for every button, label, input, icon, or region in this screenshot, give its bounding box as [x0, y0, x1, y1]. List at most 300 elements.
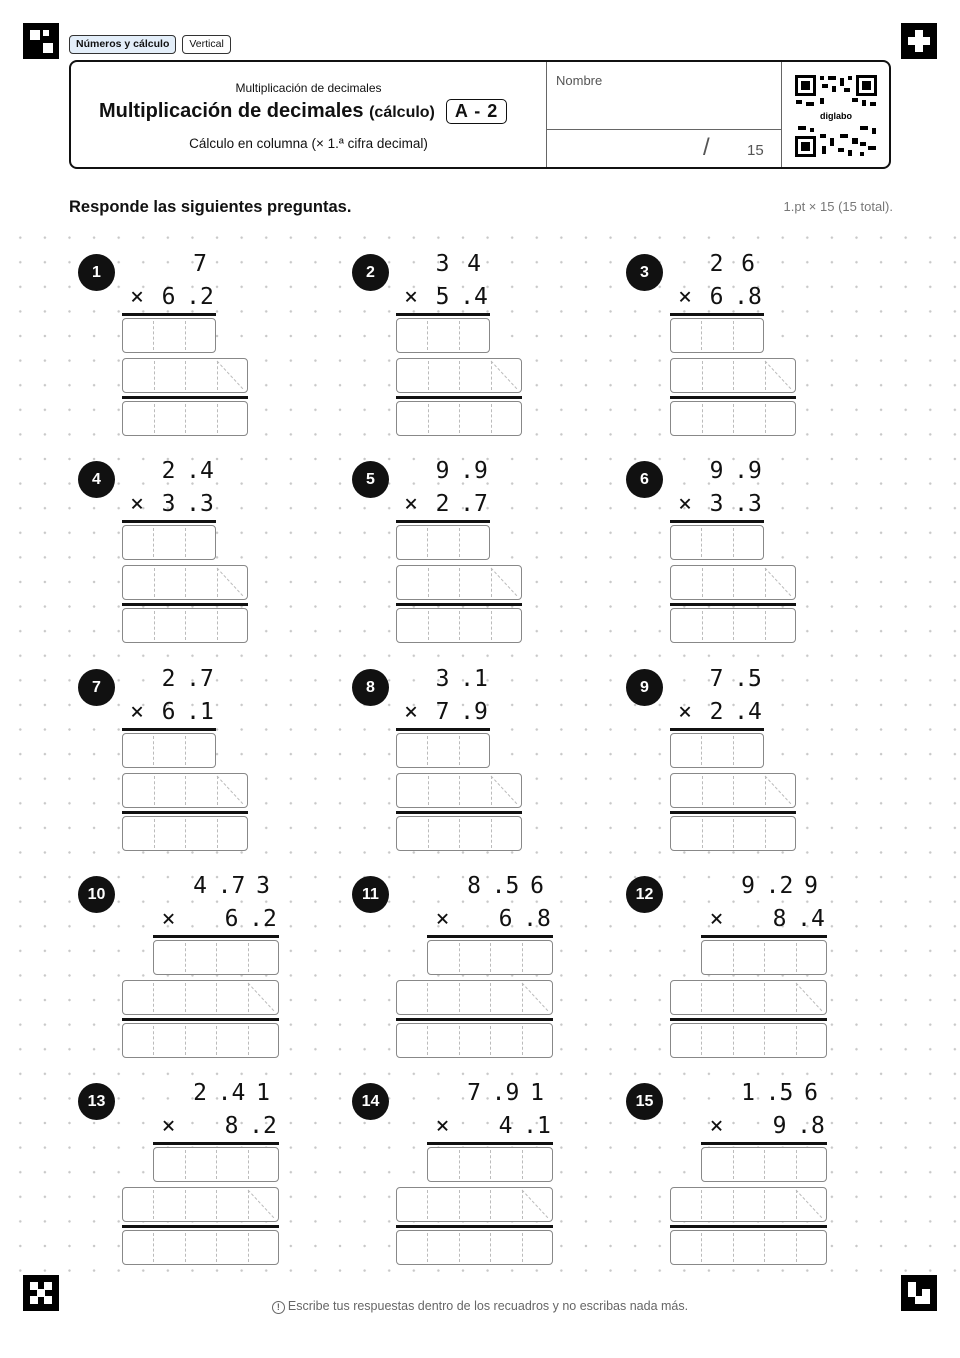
- cell-separator: [153, 736, 154, 765]
- cell-separator: [427, 736, 428, 765]
- cell-separator: [796, 1233, 797, 1262]
- multiplicand-digit: 3: [256, 873, 270, 899]
- partial-product-box-2[interactable]: [122, 1187, 279, 1222]
- multiplier-digit: .8: [523, 906, 551, 932]
- shift-slash-mark: [518, 1188, 552, 1221]
- bottom-margin: [0, 1272, 960, 1358]
- answer-box[interactable]: [122, 1230, 279, 1265]
- multiplicand-digit: 8: [467, 873, 481, 899]
- multiplier-digit: .9: [460, 699, 488, 725]
- cell-separator: [733, 611, 734, 640]
- cell-separator: [428, 568, 429, 597]
- multiplicand-digit: .9: [734, 458, 762, 484]
- operation-line: [122, 520, 216, 523]
- cell-separator: [248, 1233, 249, 1262]
- sum-line: [670, 1018, 827, 1021]
- operation-line: [396, 520, 490, 523]
- partial-product-box-1[interactable]: [122, 318, 216, 353]
- multiplicand-digit: 9: [741, 873, 755, 899]
- multiplicand-digit: .5: [491, 873, 520, 899]
- partial-product-box-1[interactable]: [427, 940, 553, 975]
- problem-number-badge: 10: [78, 876, 115, 913]
- multiplier-digit: 6: [161, 699, 176, 725]
- cell-separator: [459, 321, 460, 350]
- multiplicand-digit: .5: [734, 666, 762, 692]
- shift-slash-mark: [761, 359, 795, 392]
- partial-product-box-2[interactable]: [396, 565, 522, 600]
- cell-separator: [765, 611, 766, 640]
- cell-separator: [701, 321, 702, 350]
- problem-number-badge: 6: [626, 461, 663, 498]
- multiplier-digit: 9: [772, 1113, 787, 1139]
- cell-separator: [796, 1026, 797, 1055]
- partial-product-box-1[interactable]: [670, 525, 764, 560]
- partial-product-box-1[interactable]: [122, 525, 216, 560]
- multiplicand-digit: 6: [804, 1080, 818, 1106]
- cell-separator: [765, 819, 766, 848]
- cell-separator: [459, 611, 460, 640]
- multiplier-digit: 5: [435, 284, 450, 310]
- cell-separator: [427, 1026, 428, 1055]
- cell-separator: [153, 983, 154, 1012]
- cell-separator: [733, 1150, 734, 1179]
- problem-6: [622, 459, 882, 659]
- multiplier-digit: .2: [249, 906, 277, 932]
- cell-separator: [154, 568, 155, 597]
- answer-box[interactable]: [670, 816, 796, 851]
- cell-separator: [459, 776, 460, 805]
- sum-line: [122, 811, 248, 814]
- cell-separator: [491, 611, 492, 640]
- multiplier-digit: .4: [734, 699, 762, 725]
- cell-separator: [702, 776, 703, 805]
- multiplicand-digit: 7: [193, 251, 207, 277]
- shift-slash-mark: [487, 774, 521, 807]
- multiplicand-digit: .7: [186, 666, 214, 692]
- cell-separator: [459, 1190, 460, 1219]
- partial-product-box-2[interactable]: [396, 980, 553, 1015]
- problem-number-badge: 7: [78, 669, 115, 706]
- cell-separator: [427, 528, 428, 557]
- problem-number-badge: 2: [352, 254, 389, 291]
- times-symbol: ×: [678, 699, 692, 725]
- cell-separator: [733, 983, 734, 1012]
- times-symbol: ×: [435, 1113, 450, 1139]
- cell-separator: [701, 736, 702, 765]
- cell-separator: [153, 321, 154, 350]
- partial-product-box-2[interactable]: [670, 980, 827, 1015]
- multiplicand-digit: 6: [530, 873, 544, 899]
- cell-separator: [185, 736, 186, 765]
- cell-separator: [217, 611, 218, 640]
- points-info: 1.pt × 15 (15 total).: [783, 199, 893, 214]
- sum-line: [122, 1018, 279, 1021]
- multiplicand-digit: 3: [435, 251, 450, 277]
- answer-box[interactable]: [670, 401, 796, 436]
- partial-product-box-2[interactable]: [396, 1187, 553, 1222]
- cell-separator: [427, 321, 428, 350]
- cell-separator: [522, 1150, 523, 1179]
- cell-separator: [185, 611, 186, 640]
- shift-slash-mark: [487, 359, 521, 392]
- multiplier-digit: 3: [161, 491, 176, 517]
- multiplier-digit: 8: [224, 1113, 239, 1139]
- times-symbol: ×: [678, 284, 692, 310]
- answer-box[interactable]: [396, 608, 522, 643]
- cell-separator: [216, 943, 217, 972]
- shift-slash-mark: [487, 566, 521, 599]
- answer-box[interactable]: [396, 816, 522, 851]
- cell-separator: [764, 1026, 765, 1055]
- times-symbol: ×: [678, 491, 692, 517]
- operation-line: [701, 935, 827, 938]
- answer-box[interactable]: [122, 1023, 279, 1058]
- multiplicand-digit: 7: [467, 1080, 481, 1106]
- multiplier-digit: .1: [523, 1113, 551, 1139]
- cell-separator: [428, 361, 429, 390]
- cell-separator: [427, 1190, 428, 1219]
- multiplicand-digit: .5: [765, 1080, 794, 1106]
- cell-separator: [185, 776, 186, 805]
- cell-separator: [733, 528, 734, 557]
- cell-separator: [490, 983, 491, 1012]
- score-total: 15: [747, 142, 764, 159]
- subject-label: Multiplicación de decimales: [235, 81, 382, 95]
- multiplicand-digit: 9: [804, 873, 818, 899]
- cell-separator: [702, 568, 703, 597]
- cell-separator: [796, 1150, 797, 1179]
- partial-product-box-1[interactable]: [701, 1147, 827, 1182]
- operation-line: [427, 935, 553, 938]
- partial-product-box-2[interactable]: [122, 358, 248, 393]
- cell-separator: [427, 983, 428, 1012]
- multiplier-digit: 8: [772, 906, 787, 932]
- answer-box[interactable]: [670, 608, 796, 643]
- partial-product-box-1[interactable]: [396, 733, 490, 768]
- problem-2: [348, 252, 608, 452]
- cell-separator: [733, 1026, 734, 1055]
- problem-8: [348, 667, 608, 867]
- shift-slash-mark: [761, 774, 795, 807]
- instructions: Responde las siguientes preguntas.: [69, 198, 352, 216]
- problem-number-badge: 12: [626, 876, 663, 913]
- partial-product-box-1[interactable]: [670, 318, 764, 353]
- times-symbol: ×: [404, 284, 418, 310]
- cell-separator: [733, 361, 734, 390]
- page-title-main: Multiplicación de decimales: [99, 100, 364, 122]
- multiplier-digit: 6: [161, 284, 176, 310]
- cell-separator: [217, 404, 218, 433]
- cell-separator: [701, 983, 702, 1012]
- sum-line: [396, 396, 522, 399]
- cell-separator: [702, 611, 703, 640]
- cell-separator: [701, 1026, 702, 1055]
- multiplier-digit: 2: [709, 699, 724, 725]
- cell-separator: [459, 1026, 460, 1055]
- cell-separator: [733, 736, 734, 765]
- cell-separator: [216, 983, 217, 1012]
- answer-box[interactable]: [122, 608, 248, 643]
- cell-separator: [522, 1026, 523, 1055]
- cell-separator: [153, 1233, 154, 1262]
- cell-separator: [702, 819, 703, 848]
- cell-separator: [153, 528, 154, 557]
- cell-separator: [491, 404, 492, 433]
- cell-separator: [733, 568, 734, 597]
- name-field-label: Nombre: [556, 73, 603, 88]
- cell-separator: [522, 1233, 523, 1262]
- times-symbol: ×: [130, 699, 144, 725]
- multiplicand-digit: .4: [217, 1080, 246, 1106]
- multiplicand-digit: 6: [741, 251, 755, 277]
- shift-slash-mark: [244, 981, 278, 1014]
- problem-number-badge: 11: [352, 876, 389, 913]
- operation-line: [396, 313, 490, 316]
- times-symbol: ×: [130, 491, 144, 517]
- operation-line: [153, 1142, 279, 1145]
- times-symbol: ×: [404, 699, 418, 725]
- tag-category: Números y cálculo: [69, 35, 176, 54]
- sum-line: [670, 603, 796, 606]
- operation-line: [427, 1142, 553, 1145]
- multiplier-digit: .3: [186, 491, 214, 517]
- cell-separator: [185, 1150, 186, 1179]
- multiplier-digit: .8: [734, 284, 762, 310]
- operation-line: [670, 313, 764, 316]
- cell-separator: [490, 1190, 491, 1219]
- shift-slash-mark: [792, 1188, 826, 1221]
- cell-separator: [185, 361, 186, 390]
- cell-separator: [733, 819, 734, 848]
- partial-product-box-1[interactable]: [396, 525, 490, 560]
- answer-box[interactable]: [396, 1230, 553, 1265]
- cell-separator: [459, 983, 460, 1012]
- partial-product-box-1[interactable]: [670, 733, 764, 768]
- operation-line: [396, 728, 490, 731]
- operation-line: [670, 520, 764, 523]
- multiplicand-digit: .1: [460, 666, 488, 692]
- cell-separator: [185, 1190, 186, 1219]
- partial-product-box-2[interactable]: [122, 773, 248, 808]
- multiplier-digit: 3: [709, 491, 724, 517]
- problem-7: [74, 667, 334, 867]
- category-tags: [69, 35, 231, 54]
- sum-line: [396, 1225, 553, 1228]
- cell-separator: [185, 943, 186, 972]
- multiplier-digit: .1: [186, 699, 214, 725]
- answer-box[interactable]: [396, 401, 522, 436]
- answer-box[interactable]: [396, 1023, 553, 1058]
- multiplicand-digit: .4: [186, 458, 214, 484]
- shift-slash-mark: [792, 981, 826, 1014]
- cell-separator: [733, 404, 734, 433]
- cell-separator: [185, 819, 186, 848]
- cell-separator: [701, 1190, 702, 1219]
- partial-product-box-2[interactable]: [670, 358, 796, 393]
- problem-number-badge: 4: [78, 461, 115, 498]
- sum-line: [396, 1018, 553, 1021]
- page-title-suffix: (cálculo): [369, 104, 435, 121]
- cell-separator: [216, 1150, 217, 1179]
- multiplicand-digit: 9: [435, 458, 450, 484]
- sum-line: [396, 603, 522, 606]
- footer-note: [0, 1299, 960, 1314]
- cell-separator: [428, 819, 429, 848]
- cell-separator: [459, 943, 460, 972]
- cell-separator: [154, 361, 155, 390]
- problem-4: [74, 459, 334, 659]
- problem-10: [74, 874, 334, 1074]
- worksheet-code: A - 2: [446, 99, 507, 124]
- cell-separator: [796, 943, 797, 972]
- multiplicand-digit: 2: [161, 666, 176, 692]
- answer-box[interactable]: [122, 816, 248, 851]
- answer-box[interactable]: [122, 401, 248, 436]
- multiplicand-digit: 1: [530, 1080, 544, 1106]
- multiplier-digit: .7: [460, 491, 488, 517]
- partial-product-box-2[interactable]: [396, 773, 522, 808]
- answer-box[interactable]: [670, 1023, 827, 1058]
- operation-line: [122, 313, 216, 316]
- partial-product-box-1[interactable]: [122, 733, 216, 768]
- problem-number-badge: 15: [626, 1083, 663, 1120]
- times-symbol: ×: [161, 1113, 176, 1139]
- partial-product-box-2[interactable]: [670, 1187, 827, 1222]
- partial-product-box-1[interactable]: [396, 318, 490, 353]
- sum-line: [396, 811, 522, 814]
- cell-separator: [216, 1190, 217, 1219]
- problem-9: [622, 667, 882, 867]
- operation-line: [670, 728, 764, 731]
- divider: [781, 62, 782, 167]
- multiplicand-digit: 1: [741, 1080, 755, 1106]
- shift-slash-mark: [213, 774, 247, 807]
- cell-separator: [459, 361, 460, 390]
- cell-separator: [153, 1026, 154, 1055]
- problem-number-badge: 13: [78, 1083, 115, 1120]
- cell-separator: [428, 776, 429, 805]
- cell-separator: [459, 404, 460, 433]
- cell-separator: [217, 819, 218, 848]
- cell-separator: [490, 1233, 491, 1262]
- cell-separator: [428, 404, 429, 433]
- multiplier-digit: .8: [797, 1113, 825, 1139]
- cell-separator: [154, 404, 155, 433]
- cell-separator: [185, 404, 186, 433]
- cell-separator: [764, 983, 765, 1012]
- score-slash: /: [703, 134, 710, 161]
- problem-number-badge: 9: [626, 669, 663, 706]
- cell-separator: [764, 1150, 765, 1179]
- partial-product-box-2[interactable]: [122, 980, 279, 1015]
- cell-separator: [733, 943, 734, 972]
- problem-number-badge: 8: [352, 669, 389, 706]
- cell-separator: [702, 404, 703, 433]
- multiplicand-digit: 4: [193, 873, 207, 899]
- cell-separator: [490, 1026, 491, 1055]
- multiplicand-digit: 4: [467, 251, 481, 277]
- tag-format: Vertical: [182, 35, 230, 54]
- times-symbol: ×: [130, 284, 144, 310]
- multiplier-digit: .4: [797, 906, 825, 932]
- multiplier-digit: 2: [435, 491, 450, 517]
- problem-12: [622, 874, 882, 1074]
- cell-separator: [459, 736, 460, 765]
- cell-separator: [764, 943, 765, 972]
- multiplicand-digit: .9: [491, 1080, 520, 1106]
- partial-product-box-2[interactable]: [670, 565, 796, 600]
- sum-line: [670, 1225, 827, 1228]
- cell-separator: [702, 361, 703, 390]
- page-title: [99, 100, 435, 123]
- cell-separator: [185, 528, 186, 557]
- cell-separator: [490, 1150, 491, 1179]
- sum-line: [670, 396, 796, 399]
- qr-label: diglabo: [820, 111, 852, 121]
- cell-separator: [216, 1233, 217, 1262]
- problem-number-badge: 3: [626, 254, 663, 291]
- corner-marker-top-left: [23, 23, 59, 59]
- divider: [546, 129, 781, 130]
- cell-separator: [185, 983, 186, 1012]
- cell-separator: [491, 819, 492, 848]
- cell-separator: [248, 1150, 249, 1179]
- partial-product-box-1[interactable]: [427, 1147, 553, 1182]
- partial-product-box-2[interactable]: [670, 773, 796, 808]
- problem-3: [622, 252, 882, 452]
- cell-separator: [459, 819, 460, 848]
- multiplier-digit: 4: [498, 1113, 513, 1139]
- multiplier-digit: .4: [460, 284, 488, 310]
- times-symbol: ×: [709, 906, 724, 932]
- cell-separator: [428, 611, 429, 640]
- problem-5: [348, 459, 608, 659]
- times-symbol: ×: [404, 491, 418, 517]
- partial-product-box-1[interactable]: [153, 1147, 279, 1182]
- footer-text: Escribe tus respuestas dentro de los recuadros y no escribas nada más.: [287, 1299, 689, 1313]
- shift-slash-mark: [518, 981, 552, 1014]
- cell-separator: [216, 1026, 217, 1055]
- cell-separator: [701, 1233, 702, 1262]
- cell-separator: [185, 321, 186, 350]
- shift-slash-mark: [213, 566, 247, 599]
- partial-product-box-1[interactable]: [701, 940, 827, 975]
- partial-product-box-1[interactable]: [153, 940, 279, 975]
- cell-separator: [459, 528, 460, 557]
- multiplier-digit: .2: [249, 1113, 277, 1139]
- multiplicand-digit: 2: [709, 251, 724, 277]
- problem-1: [74, 252, 334, 452]
- cell-separator: [248, 1026, 249, 1055]
- multiplier-digit: 6: [709, 284, 724, 310]
- cell-separator: [185, 1233, 186, 1262]
- cell-separator: [427, 1233, 428, 1262]
- multiplicand-digit: 9: [709, 458, 724, 484]
- answer-box[interactable]: [670, 1230, 827, 1265]
- cell-separator: [490, 943, 491, 972]
- cell-separator: [733, 1190, 734, 1219]
- partial-product-box-2[interactable]: [396, 358, 522, 393]
- shift-slash-mark: [761, 566, 795, 599]
- cell-separator: [185, 1026, 186, 1055]
- multiplicand-digit: 1: [256, 1080, 270, 1106]
- sum-line: [122, 1225, 279, 1228]
- sum-line: [122, 603, 248, 606]
- divider: [546, 62, 547, 167]
- multiplicand-digit: .9: [460, 458, 488, 484]
- cell-separator: [733, 776, 734, 805]
- partial-product-box-2[interactable]: [122, 565, 248, 600]
